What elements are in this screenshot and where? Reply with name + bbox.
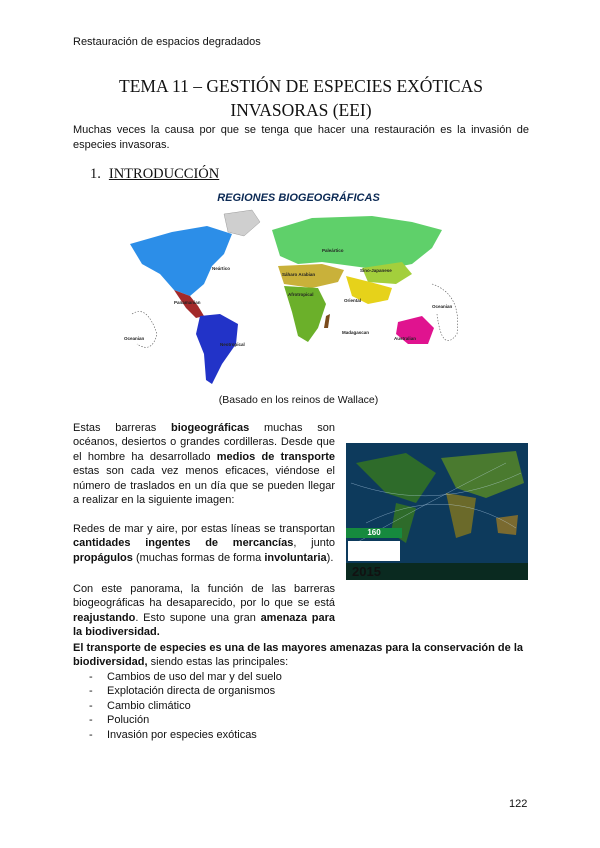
- palearctic-region: [272, 216, 442, 270]
- region-label-oceanian-east: Oceanian: [432, 304, 453, 309]
- region-label-panamanian: Panamanian: [174, 300, 201, 305]
- bold-run: medios de transporte: [216, 450, 336, 463]
- list-item-text: Invasión por especies exóticas: [107, 728, 257, 741]
- list-item: - Cambios de uso del mar y del suelo: [89, 671, 282, 683]
- list-item: - Explotación directa de organismos: [89, 685, 276, 698]
- region-label-afrotropical: Afrotropical: [288, 292, 314, 297]
- region-label-saharo-arabian: Sáharo Arabian: [282, 272, 316, 277]
- list-item: - Cambio climático: [89, 699, 191, 712]
- oceanian-boundary-east: [432, 284, 458, 341]
- list-item: - Polución: [89, 714, 150, 727]
- region-label-neotropical: Neotropical: [220, 342, 245, 347]
- text-run: Redes de mar y aire, por estas líneas se transportan: [73, 523, 335, 535]
- text-run: (muchas formas de forma: [132, 551, 265, 564]
- page-header: Restauración de espacios degradados: [73, 36, 261, 48]
- section-number: 1.: [90, 166, 101, 182]
- text-run: , junto: [293, 537, 336, 550]
- text-run: Con este panorama, la función de las barreras biogeográficas ha desaparecido, por lo que se está: [73, 583, 335, 610]
- bold-run: cantidades ingentes de mercancías: [73, 537, 294, 550]
- region-label-australian: Australian: [394, 336, 417, 341]
- text-run: muchas son océanos, desiertos o grandes cordilleras. Desde que el hombre ha desarrollado: [73, 422, 335, 463]
- title-line-2: INVASORAS (EEI): [230, 100, 372, 120]
- section-heading: [90, 166, 219, 183]
- intro-paragraph: Muchas veces la causa por que se tenga que hacer una restauración es la invasión de especies invasoras.: [73, 124, 529, 151]
- text-run: estas son cada vez menos eficaces, viéndose el número de traslados en un día que se pueden llegar a realizar en la siguiente imagen:: [73, 465, 335, 507]
- map-title: REGIONES BIOGEOGRÁFICAS: [217, 192, 380, 204]
- organization-logo: [348, 541, 400, 561]
- region-label-oceanian-west: Oceanian: [124, 336, 145, 341]
- bold-run: amenaza para la biodiversidad.: [73, 611, 336, 639]
- title-line-1: TEMA 11 – GESTIÓN DE ESPECIES EXÓTICAS: [119, 76, 483, 96]
- madagascan-region: [324, 314, 330, 328]
- neotropical-region: [196, 314, 238, 384]
- world-map-illustration: [112, 204, 485, 404]
- list-item-text: Cambios de uso del mar y del suelo: [107, 671, 282, 683]
- threats-list: [89, 670, 282, 742]
- region-label-oriental: Oriental: [344, 298, 362, 303]
- bold-run: reajustando: [73, 611, 136, 624]
- oceanian-boundary-west: [132, 312, 157, 348]
- text-run: Estas barreras: [73, 422, 171, 434]
- paragraph-panorama: [73, 582, 335, 640]
- biogeographic-map-figure: [112, 186, 485, 414]
- bold-run: biogeográficas: [170, 422, 250, 434]
- counter-badge: 160: [346, 528, 402, 538]
- map-caption: (Basado en los reinos de Wallace): [218, 394, 379, 406]
- bold-run: El transporte de especies es una de las mayores amenazas para la conservación de la biodiversidad,: [73, 642, 523, 669]
- list-item-text: Explotación directa de organismos: [107, 685, 276, 698]
- section-title: INTRODUCCIÓN: [108, 166, 220, 182]
- paragraph-threats: [73, 641, 529, 670]
- paragraph-barriers: [73, 421, 335, 507]
- text-run: . Esto supone una gran: [135, 611, 261, 624]
- bold-run: propágulos: [73, 551, 133, 564]
- region-label-madagascan: Madagascan: [342, 330, 370, 335]
- text-run: ).: [326, 551, 334, 564]
- transport-network-satellite-image: [346, 443, 528, 580]
- text-run: siendo estas las principales:: [147, 656, 289, 669]
- region-label-nearctic: Neártico: [212, 266, 231, 271]
- bold-run: involuntaria: [264, 551, 327, 564]
- region-label-sinojapanese: Sino-Japanese: [360, 268, 392, 273]
- paragraph-networks: [73, 522, 335, 565]
- list-item-text: Cambio climático: [107, 699, 191, 712]
- list-item-text: Polución: [107, 714, 150, 727]
- page-title: [73, 74, 529, 122]
- region-label-palearctic: Paleártico: [322, 248, 344, 253]
- greenland-shape: [224, 210, 260, 236]
- page-number: 122: [509, 798, 528, 810]
- satellite-year-label: 2015: [352, 564, 381, 579]
- list-item: - Invasión por especies exóticas: [89, 728, 257, 741]
- nearctic-region: [130, 226, 232, 296]
